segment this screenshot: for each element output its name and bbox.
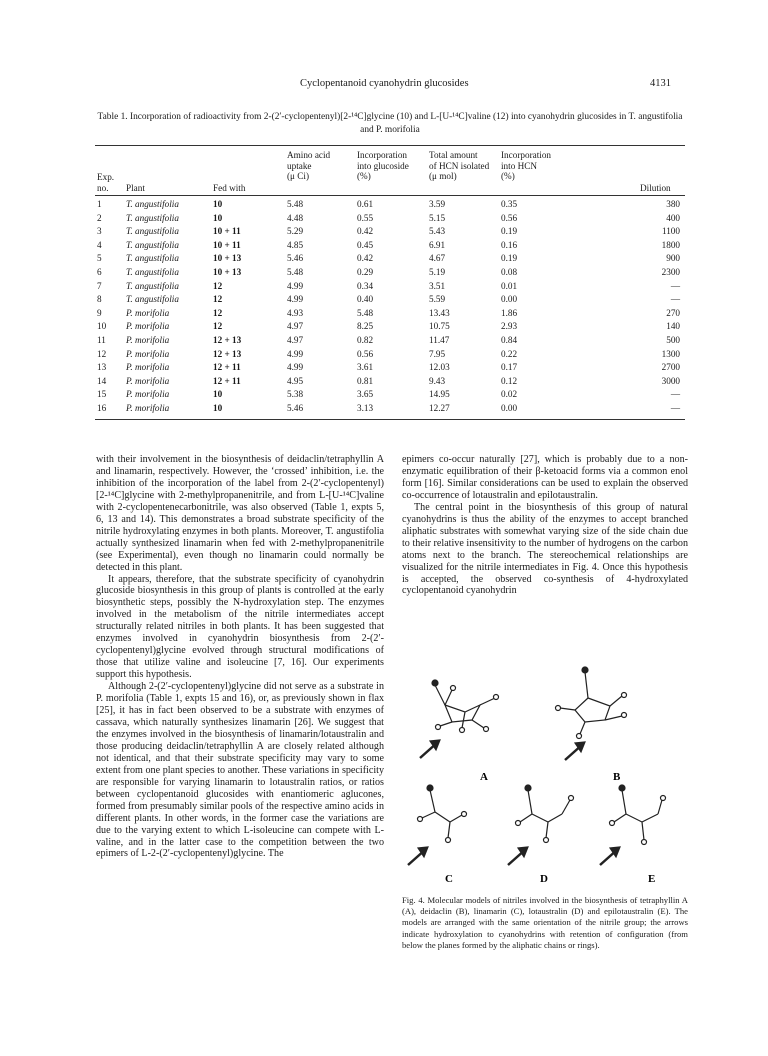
cell-incorp: 0.42: [357, 226, 374, 237]
table-row: [0, 213, 768, 227]
molecular-model-a: [420, 680, 499, 758]
cell-exp: 4: [97, 239, 102, 250]
cell-uptake: 4.95: [287, 375, 304, 386]
cell-exp: 10: [97, 321, 107, 332]
cell-inchcn: 0.56: [501, 212, 518, 223]
cell-uptake: 5.48: [287, 267, 304, 277]
cell-uptake: 4.93: [287, 307, 304, 318]
cell-inchcn: 0.16: [501, 239, 518, 250]
cell-inchcn: 0.19: [501, 253, 518, 264]
header-hcn: Total amount of HCN isolated (μ mol): [429, 150, 490, 182]
table-top-rule: [95, 145, 685, 146]
cell-uptake: 5.46: [287, 253, 304, 264]
cell-exp: 15: [97, 389, 107, 400]
cell-inchcn: 0.12: [501, 375, 518, 386]
cell-uptake: 4.99: [287, 294, 304, 305]
cell-hcn: 13.43: [429, 307, 450, 318]
cell-hcn: 5.59: [429, 294, 446, 305]
cell-fed: 12 + 13: [213, 335, 242, 345]
table-row: [0, 240, 768, 254]
body-text-right-column: [402, 454, 688, 597]
cell-dilution: 400: [666, 212, 680, 223]
table-row: [0, 226, 768, 240]
cell-fed: 10 + 13: [213, 267, 242, 277]
cell-exp: 7: [97, 280, 102, 291]
cell-inchcn: 0.01: [501, 280, 518, 291]
table-row: [0, 308, 768, 322]
cell-hcn: 10.75: [429, 321, 450, 332]
label-a: A: [480, 771, 488, 783]
page-number: 4131: [650, 78, 671, 89]
cell-plant: P. morifolia: [126, 362, 170, 373]
cell-hcn: 3.59: [429, 199, 446, 209]
cell-dilution: 2300: [661, 267, 680, 277]
label-e: E: [648, 873, 656, 885]
header-incorp: Incorporation into glucoside (%): [357, 150, 409, 182]
cell-hcn: 12.27: [429, 403, 450, 413]
table-row: [0, 281, 768, 295]
cell-hcn: 11.47: [429, 335, 450, 345]
cell-incorp: 3.13: [357, 403, 374, 413]
cell-hcn: 5.43: [429, 226, 446, 237]
cell-fed: 12: [213, 307, 223, 318]
paragraph: The central point in the biosynthesis of this group of natural cyanohydrins is thus the ability of the enzymes to accept branched aliphatic substrates with somewhat varying size of the side chain due to their relative insensitivity to the number of hydrogens on the carbon atoms next to the branch. The stereochemical relationships are visualized for the nitrile intermediates in Fig. 4. Once this hypothesis is accepted, the observed co-synthesis of 4-hydroxylated cyclopentanoid cyanohydrin: [402, 501, 688, 597]
cell-exp: 9: [97, 307, 102, 318]
cell-inchcn: 0.02: [501, 389, 518, 400]
cell-fed: 10: [213, 199, 223, 209]
cell-exp: 8: [97, 294, 102, 305]
cell-dilution: —: [670, 280, 680, 291]
figure-caption: Fig. 4. Molecular models of nitriles involved in the biosynthesis of tetraphyllin A (A), deidaclin (B), linamarin (C), lotaustralin (D) and epilotaustralin (E). The models are arranged with the same orientation of the nitrile group; the arrows indicate hydroxylation to cyanohydrins with retention of configuration (from below the planes formed by the aliphatic chains or rings).: [402, 895, 688, 950]
cell-fed: 12: [213, 321, 223, 332]
cell-dilution: 1100: [661, 226, 680, 237]
cell-plant: P. morifolia: [126, 335, 170, 345]
cell-exp: 1: [97, 199, 102, 209]
cell-uptake: 4.97: [287, 321, 304, 332]
cell-dilution: 500: [666, 335, 680, 345]
molecular-model-b: [556, 667, 627, 760]
cell-dilution: 3000: [661, 375, 680, 386]
cell-incorp: 0.29: [357, 267, 374, 277]
cell-plant: P. morifolia: [126, 307, 170, 318]
cell-dilution: 380: [666, 199, 680, 209]
table-row: [0, 376, 768, 390]
cell-fed: 10: [213, 403, 223, 413]
cell-dilution: —: [670, 389, 680, 400]
cell-dilution: —: [670, 403, 680, 413]
cell-inchcn: 0.84: [501, 335, 518, 345]
table-header-rule: [95, 195, 685, 196]
cell-plant: T. angustifolia: [126, 199, 179, 209]
cell-uptake: 4.48: [287, 212, 304, 223]
cell-incorp: 0.45: [357, 239, 374, 250]
table-row: [0, 253, 768, 267]
molecular-model-c: [408, 785, 467, 865]
cell-plant: P. morifolia: [126, 348, 170, 359]
table-row: [0, 389, 768, 403]
molecular-model-d: [508, 785, 574, 865]
header-dilution: Dilution: [640, 183, 671, 193]
cell-fed: 10 + 13: [213, 253, 242, 264]
running-head: [0, 78, 768, 92]
cell-fed: 12 + 11: [213, 375, 241, 386]
cell-inchcn: 0.00: [501, 403, 518, 413]
header-inchcn: Incorporation into HCN (%): [501, 150, 552, 182]
cell-fed: 12: [213, 280, 223, 291]
table-row: [0, 294, 768, 308]
table-row: [0, 199, 768, 213]
cell-uptake: 4.97: [287, 335, 304, 345]
cell-fed: 10: [213, 212, 223, 223]
cell-uptake: 5.38: [287, 389, 304, 400]
cell-uptake: 4.99: [287, 348, 304, 359]
cell-dilution: 270: [666, 307, 680, 318]
cell-exp: 12: [97, 348, 107, 359]
cell-incorp: 0.82: [357, 335, 374, 345]
paragraph: with their involvement in the biosynthesis of deidaclin/tetraphyllin A and linamarin, respectively. However, the ‘crossed’ inhibition, i.e. the inhibition of the incorporation of the label from 2-(2′-cyclopentenyl)[2-¹⁴C]glycine with 2-methylpropanenitrile, and from L-[U-¹⁴C]valine with 2-cyclopentenecarbonitrile, was also observed (Table 1, expts 5, 6, 13 and 14). This demonstrates a broad substrate specificity of the nitrile hydroxylating enzymes in both plants. Moreover, T. angustifolia actually synthesized linamarin when fed with 2-methylpropanenitrile (see Experimental), even though no linamarin could normally be detected in this plant.: [96, 454, 384, 573]
cell-plant: T. angustifolia: [126, 212, 179, 223]
cell-incorp: 0.55: [357, 212, 374, 223]
cell-exp: 16: [97, 403, 107, 413]
header-exp: Exp. no.: [97, 172, 115, 193]
cell-hcn: 4.67: [429, 253, 446, 264]
cell-fed: 12 + 11: [213, 362, 241, 373]
cell-hcn: 12.03: [429, 362, 450, 373]
cell-uptake: 5.46: [287, 403, 304, 413]
cell-plant: T. angustifolia: [126, 280, 179, 291]
cell-exp: 5: [97, 253, 102, 264]
cell-incorp: 0.42: [357, 253, 374, 264]
cell-plant: P. morifolia: [126, 389, 170, 400]
cell-plant: T. angustifolia: [126, 253, 179, 264]
header-plant: Plant: [126, 183, 145, 193]
cell-hcn: 5.15: [429, 212, 446, 223]
cell-inchcn: 0.35: [501, 199, 518, 209]
cell-dilution: 1300: [661, 348, 680, 359]
cell-dilution: 900: [666, 253, 680, 264]
header-uptake: Amino acid uptake (μ Ci): [287, 150, 331, 182]
cell-dilution: 1800: [661, 239, 680, 250]
cell-exp: 6: [97, 267, 102, 277]
cell-uptake: 4.85: [287, 239, 304, 250]
cell-fed: 10: [213, 389, 223, 400]
cell-hcn: 14.95: [429, 389, 450, 400]
cell-fed: 12: [213, 294, 223, 305]
header-fed: Fed with: [213, 183, 246, 193]
cell-plant: P. morifolia: [126, 375, 170, 386]
cell-incorp: 0.56: [357, 348, 374, 359]
molecular-models-figure: [400, 650, 690, 890]
cell-dilution: 140: [666, 321, 680, 332]
cell-dilution: 2700: [661, 362, 680, 373]
cell-exp: 2: [97, 212, 102, 223]
cell-hcn: 5.19: [429, 267, 446, 277]
running-title: Cyclopentanoid cyanohydrin glucosides: [300, 78, 469, 89]
cell-uptake: 4.99: [287, 280, 304, 291]
paragraph: It appears, therefore, that the substrate specificity of cyanohydrin glucoside biosynthesis in this group of plants is controlled at the early biosynthetic steps, possibly the N-hydroxylation step. The enzymes involved in the metabolism of the nitrile intermediates accept structurally related nitriles in both plants. It has been suggested that enzymes involved in cyanohydrin biosynthesis from 2-(2′-cyclopentenyl)glycine evolved through structural modifications of those that utilize valine and isoleucine [7, 16]. Our experiments support this hypothesis.: [96, 573, 384, 681]
cell-plant: P. morifolia: [126, 321, 170, 332]
cell-uptake: 5.29: [287, 226, 304, 237]
cell-hcn: 9.43: [429, 375, 446, 386]
label-c: C: [445, 873, 453, 885]
cell-inchcn: 0.19: [501, 226, 518, 237]
cell-inchcn: 1.86: [501, 307, 518, 318]
table-row: [0, 335, 768, 349]
cell-plant: T. angustifolia: [126, 239, 179, 250]
table-row: [0, 321, 768, 335]
cell-exp: 11: [97, 335, 106, 345]
cell-incorp: 0.81: [357, 375, 374, 386]
cell-fed: 10 + 11: [213, 226, 241, 237]
cell-exp: 14: [97, 375, 107, 386]
table-caption: Table 1. Incorporation of radioactivity from 2-(2′-cyclopentenyl)[2-¹⁴C]glycine (10) and L-[U-¹⁴C]valine (12) into cyanohydrin glucosides in T. angustifolia and P. morifolia: [97, 112, 683, 135]
cell-hcn: 3.51: [429, 280, 446, 291]
cell-incorp: 5.48: [357, 307, 374, 318]
cell-incorp: 0.34: [357, 280, 374, 291]
label-b: B: [613, 771, 621, 783]
cell-uptake: 4.99: [287, 362, 304, 373]
cell-incorp: 3.65: [357, 389, 374, 400]
cell-fed: 10 + 11: [213, 239, 241, 250]
table-row: [0, 349, 768, 363]
cell-uptake: 5.48: [287, 199, 304, 209]
cell-inchcn: 0.00: [501, 294, 518, 305]
cell-inchcn: 0.17: [501, 362, 518, 373]
cell-hcn: 7.95: [429, 348, 446, 359]
molecular-model-e: [600, 785, 666, 865]
cell-incorp: 8.25: [357, 321, 374, 332]
label-d: D: [540, 873, 548, 885]
cell-exp: 3: [97, 226, 102, 237]
table-row: [0, 403, 768, 417]
paragraph: epimers co-occur naturally [27], which is probably due to a non-enzymatic equilibration of their β-ketoacid forms via a common enol form [16]. Similar considerations can be used to explain the observed co-occurrence of lotaustralin and epilotaustralin.: [402, 454, 688, 501]
paragraph: Although 2-(2′-cyclopentenyl)glycine did not serve as a substrate in P. morifolia (Table 1, expts 15 and 16), or, as previously shown in flax [25], it has in fact been observed to be a substrate with enzymes of cassava, which naturally synthesizes linamarin [26]. We suggest that the enzymes involved in the biosynthesis of linamarin/lotaustralin and those producing deidaclin/tetraphyllin A are closely related although not identical, and that their substrate specificity may vary to some extent from one plant species to another. These variations in specificity are responsible for varying linamarin to lotaustralin ratios, or ratios between cyclopentanoid glucosides with enantiomeric aglucones, formed from presumably similar pools of the respective amino acids in different plants. In other words, in the former case the variations are due to the varying extent to which L-isoleucine can compete with L-valine, and in the latter case to the competition between the two epimers of L-2-(2′-cyclopentenyl)glycine. The: [96, 681, 384, 860]
cell-plant: P. morifolia: [126, 403, 170, 413]
cell-dilution: —: [670, 294, 680, 305]
table-row: [0, 362, 768, 376]
table-row: [0, 267, 768, 281]
cell-plant: T. angustifolia: [126, 294, 179, 305]
cell-incorp: 0.61: [357, 199, 374, 209]
cell-plant: T. angustifolia: [126, 226, 179, 237]
cell-incorp: 0.40: [357, 294, 374, 305]
body-text-left-column: [96, 454, 384, 860]
cell-plant: T. angustifolia: [126, 267, 179, 277]
cell-incorp: 3.61: [357, 362, 374, 373]
table-bottom-rule: [95, 419, 685, 420]
cell-inchcn: 0.08: [501, 267, 518, 277]
cell-exp: 13: [97, 362, 107, 373]
cell-inchcn: 0.22: [501, 348, 518, 359]
cell-inchcn: 2.93: [501, 321, 518, 332]
cell-hcn: 6.91: [429, 239, 446, 250]
cell-fed: 12 + 13: [213, 348, 242, 359]
